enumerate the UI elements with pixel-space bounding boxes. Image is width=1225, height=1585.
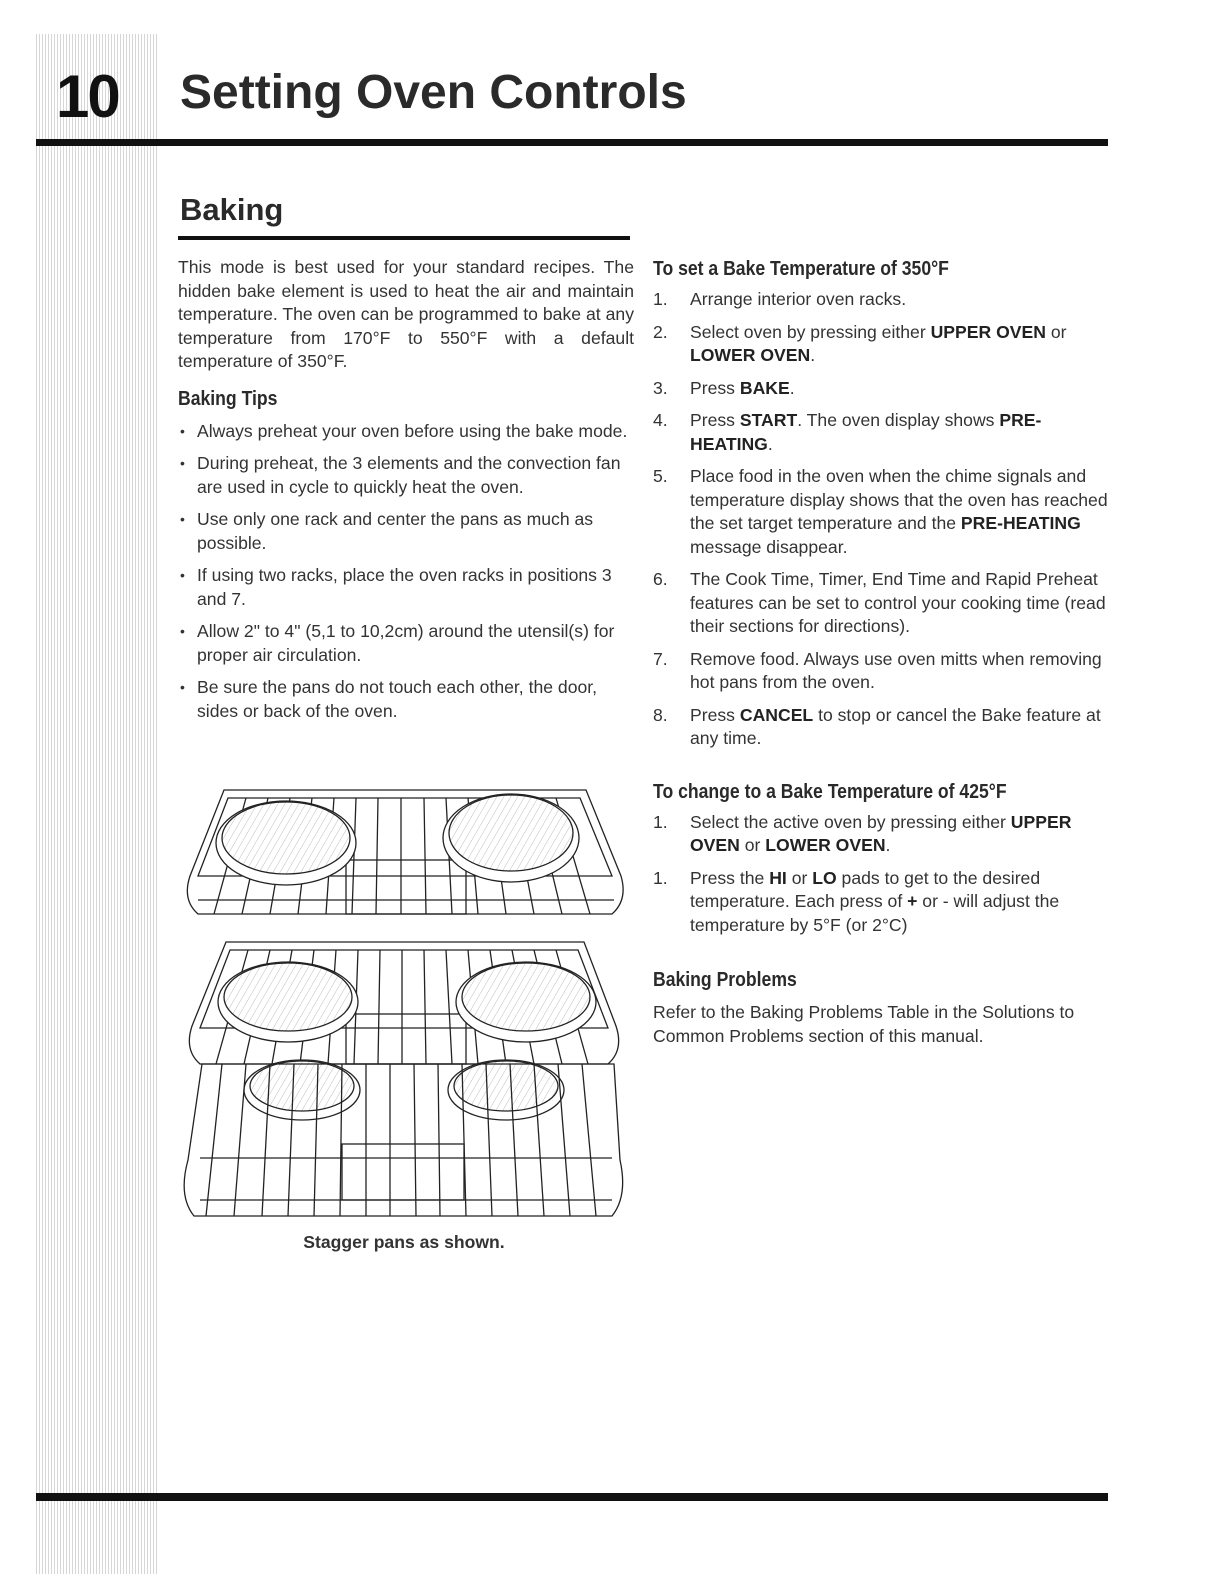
step-number: 6.	[653, 569, 668, 589]
step-text: Select oven by pressing either	[690, 321, 931, 342]
left-column	[178, 256, 634, 732]
right-column	[653, 256, 1113, 1048]
change-bake-steps	[653, 811, 1113, 938]
step-keyword: HI	[769, 867, 787, 888]
step-number: 5.	[653, 466, 668, 486]
step-number: 3.	[653, 377, 668, 398]
page-number: 10	[56, 63, 119, 130]
step-item	[653, 648, 1113, 695]
middle-rack-pan-right	[456, 962, 596, 1042]
step-item	[653, 811, 1113, 858]
step-text: Press	[690, 410, 740, 430]
change-bake-heading: To change to a Bake Temperature of 425°F	[653, 780, 1007, 803]
figure-caption: Stagger pans as shown.	[303, 1232, 505, 1252]
step-text: or	[739, 835, 766, 855]
step-number: 8.	[653, 704, 668, 725]
step-text: message disappear.	[690, 536, 848, 557]
middle-rack-pan-left	[218, 962, 358, 1042]
step-item	[653, 321, 1113, 368]
step-keyword: BAKE	[739, 377, 790, 398]
section-heading: Baking	[180, 192, 284, 227]
baking-tip-item	[178, 452, 634, 499]
bullet-icon: •	[180, 567, 185, 583]
step-keyword: START	[739, 410, 798, 430]
step-text: or	[786, 867, 813, 888]
step-text: .	[767, 433, 773, 454]
step-text: Place food in the oven when the chime signals and temperature display shows that the oven has reached the set target temperature and the	[690, 466, 1108, 533]
step-text: to stop or cancel the Bake feature at any time.	[690, 704, 1101, 748]
step-text: .	[810, 345, 816, 365]
bullet-icon: •	[180, 511, 185, 527]
upper-rack-pan-left	[216, 801, 356, 885]
step-number: 1.	[653, 811, 668, 832]
bullet-icon: •	[180, 623, 185, 639]
step-keyword: PRE-HEATING	[960, 513, 1081, 533]
page-title: Setting Oven Controls	[180, 66, 687, 119]
step-keyword: PRE-HEATING	[690, 410, 1042, 454]
oven-rack-illustration	[176, 788, 636, 1228]
bullet-icon: •	[180, 455, 185, 471]
baking-tip-item	[178, 676, 634, 723]
set-bake-heading: To set a Bake Temperature of 350°F	[653, 258, 949, 280]
step-text: . The oven display shows	[797, 410, 1000, 430]
step-text: .	[885, 835, 891, 855]
step-item	[653, 409, 1113, 456]
baking-problems-heading: Baking Problems	[653, 969, 797, 991]
baking-tip-item	[178, 420, 634, 444]
step-text: pads to get to the desired temperature. Each press of	[690, 867, 1041, 911]
step-keyword: LO	[812, 867, 837, 888]
step-number: 2.	[653, 321, 668, 342]
step-item	[653, 465, 1113, 559]
footer-rule	[36, 1493, 1108, 1501]
baking-tip-item	[178, 564, 634, 611]
step-keyword: UPPER OVEN	[690, 811, 1072, 855]
baking-tip-text: Use only one rack and center the pans as much as possible.	[197, 509, 594, 553]
bullet-icon: •	[180, 422, 185, 439]
step-text: Press	[690, 377, 740, 398]
step-text: Remove food. Always use oven mitts when removing hot pans from the oven.	[690, 648, 1102, 692]
step-item	[653, 867, 1113, 938]
step-text: The Cook Time, Timer, End Time and Rapid Preheat features can be set to control your cooking time (read their sections for directions).	[690, 569, 1106, 636]
step-item	[653, 704, 1113, 751]
baking-tip-text: Allow 2" to 4" (5,1 to 10,2cm) around the utensil(s) for proper air circulation.	[197, 621, 615, 665]
lower-rack-pan-left	[244, 1060, 360, 1120]
step-text: or - will adjust the temperature by 5°F (or 2°C)	[690, 891, 1060, 935]
baking-tips-list	[178, 420, 634, 724]
baking-tip-text: During preheat, the 3 elements and the convection fan are used in cycle to quickly heat the oven.	[197, 453, 621, 497]
baking-tip-item	[178, 620, 634, 667]
step-number: 1.	[653, 867, 668, 888]
step-keyword: CANCEL	[739, 704, 814, 725]
side-band-pattern	[36, 34, 158, 1574]
baking-tips-heading: Baking Tips	[178, 387, 278, 410]
step-item	[653, 377, 1113, 401]
section-rule	[178, 236, 630, 240]
step-item	[653, 568, 1113, 639]
step-keyword: LOWER OVEN	[690, 345, 811, 365]
step-text: or	[1045, 321, 1067, 342]
step-text: .	[789, 377, 795, 398]
baking-tip-item	[178, 508, 634, 555]
step-number: 4.	[653, 410, 668, 430]
lower-rack-pan-right	[448, 1060, 564, 1120]
step-text: Press the	[690, 867, 770, 888]
step-number: 7.	[653, 648, 668, 669]
header-rule	[36, 139, 1108, 146]
step-item	[653, 288, 1113, 312]
step-keyword: +	[907, 891, 918, 911]
step-keyword: LOWER OVEN	[765, 835, 886, 855]
baking-problems-text: Refer to the Baking Problems Table in the Solutions to Common Problems section of this manual.	[653, 1002, 1075, 1046]
set-bake-steps	[653, 288, 1113, 751]
step-text: Select the active oven by pressing either	[690, 811, 1011, 832]
step-keyword: UPPER OVEN	[930, 321, 1046, 342]
bullet-icon: •	[180, 679, 185, 695]
baking-tip-text: Always preheat your oven before using the bake mode.	[197, 420, 628, 441]
step-text: Press	[690, 704, 740, 725]
intro-paragraph: This mode is best used for your standard recipes. The hidden bake element is used to heat the air and maintain temperature. The oven can be programmed to bake at any temperature from 170°F to 550°F with a default temperature of 350°F.	[178, 257, 634, 371]
baking-tip-text: Be sure the pans do not touch each other, the door, sides or back of the oven.	[197, 677, 598, 721]
baking-tip-text: If using two racks, place the oven racks in positions 3 and 7.	[197, 565, 612, 609]
step-text: Arrange interior oven racks.	[690, 289, 907, 309]
upper-rack-pan-right	[443, 794, 579, 882]
step-number: 1.	[653, 289, 668, 309]
